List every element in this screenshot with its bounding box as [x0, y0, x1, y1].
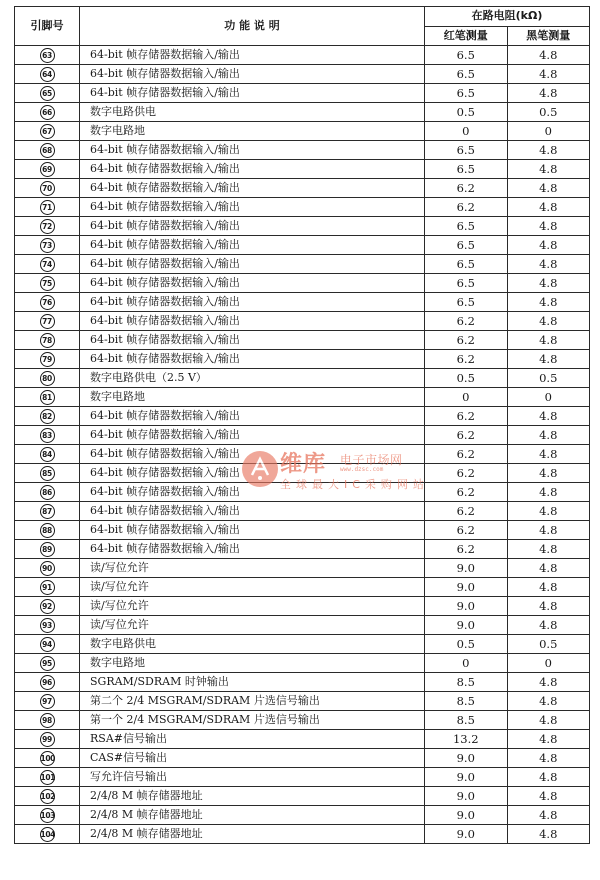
pin-number-cell: [15, 274, 80, 293]
red-probe-value: 6.5: [425, 160, 508, 179]
pin-number-cell: [15, 616, 80, 635]
pin-number-cell: [15, 122, 80, 141]
function-description: 第二个 2/4 MSGRAM/SDRAM 片选信号输出: [80, 692, 425, 711]
pin-number: 67: [40, 124, 55, 139]
red-probe-value: 9.0: [425, 559, 508, 578]
pin-number: 101: [40, 770, 55, 785]
function-description: 数字电路地: [80, 388, 425, 407]
table-row: [15, 46, 590, 65]
pin-number-cell: [15, 559, 80, 578]
table-row: [15, 540, 590, 559]
black-probe-value: 4.8: [507, 464, 590, 483]
pin-number: 98: [40, 713, 55, 728]
function-description: 64-bit 帧存储器数据输入/输出: [80, 483, 425, 502]
red-probe-value: 6.5: [425, 65, 508, 84]
black-probe-value: 4.8: [507, 293, 590, 312]
pin-number-cell: [15, 65, 80, 84]
pin-number-cell: [15, 521, 80, 540]
pin-number-cell: [15, 198, 80, 217]
pin-number: 63: [40, 48, 55, 63]
table-row: [15, 198, 590, 217]
pin-number-cell: [15, 597, 80, 616]
table-row: [15, 350, 590, 369]
red-probe-value: 8.5: [425, 673, 508, 692]
black-probe-value: 4.8: [507, 540, 590, 559]
pin-number: 86: [40, 485, 55, 500]
function-description: 64-bit 帧存储器数据输入/输出: [80, 84, 425, 103]
pin-number: 79: [40, 352, 55, 367]
pin-number-cell: [15, 103, 80, 122]
header-black-probe: 黑笔测量: [507, 26, 590, 46]
red-probe-value: 6.5: [425, 236, 508, 255]
pin-number: 76: [40, 295, 55, 310]
table-row: [15, 255, 590, 274]
pin-number: 84: [40, 447, 55, 462]
pin-number: 77: [40, 314, 55, 329]
function-description: 读/写位允许: [80, 597, 425, 616]
pin-number: 99: [40, 732, 55, 747]
red-probe-value: 6.2: [425, 540, 508, 559]
pin-number: 83: [40, 428, 55, 443]
red-probe-value: 6.2: [425, 350, 508, 369]
pin-number-cell: [15, 464, 80, 483]
table-row: [15, 768, 590, 787]
pin-number-cell: [15, 84, 80, 103]
table-row: [15, 597, 590, 616]
black-probe-value: 4.8: [507, 217, 590, 236]
pin-number: 74: [40, 257, 55, 272]
pin-number: 104: [40, 827, 55, 842]
function-description: 64-bit 帧存储器数据输入/输出: [80, 46, 425, 65]
table-row: [15, 787, 590, 806]
function-description: 64-bit 帧存储器数据输入/输出: [80, 255, 425, 274]
black-probe-value: 4.8: [507, 559, 590, 578]
pin-number-cell: [15, 445, 80, 464]
table-row: [15, 825, 590, 844]
black-probe-value: 4.8: [507, 141, 590, 160]
table-row: [15, 293, 590, 312]
pin-number-cell: [15, 293, 80, 312]
table-row: [15, 160, 590, 179]
function-description: RSA#信号输出: [80, 730, 425, 749]
red-probe-value: 0: [425, 388, 508, 407]
function-description: 64-bit 帧存储器数据输入/输出: [80, 141, 425, 160]
pin-number-cell: [15, 654, 80, 673]
pin-number-cell: [15, 255, 80, 274]
black-probe-value: 4.8: [507, 65, 590, 84]
table-row: [15, 483, 590, 502]
red-probe-value: 6.2: [425, 521, 508, 540]
function-description: 64-bit 帧存储器数据输入/输出: [80, 160, 425, 179]
function-description: 64-bit 帧存储器数据输入/输出: [80, 312, 425, 331]
black-probe-value: 4.8: [507, 521, 590, 540]
function-description: 64-bit 帧存储器数据输入/输出: [80, 179, 425, 198]
watermark-url: www.dzsc.com: [340, 466, 384, 473]
pin-number: 103: [40, 808, 55, 823]
function-description: 数字电路地: [80, 122, 425, 141]
header-row-1: [15, 7, 590, 27]
black-probe-value: 0: [507, 654, 590, 673]
function-description: 64-bit 帧存储器数据输入/输出: [80, 65, 425, 84]
table-row: [15, 445, 590, 464]
pin-number: 65: [40, 86, 55, 101]
pin-number: 94: [40, 637, 55, 652]
pin-number-cell: [15, 407, 80, 426]
pin-number: 102: [40, 789, 55, 804]
red-probe-value: 0.5: [425, 369, 508, 388]
pin-number: 75: [40, 276, 55, 291]
black-probe-value: 0: [507, 122, 590, 141]
red-probe-value: 8.5: [425, 711, 508, 730]
pin-number-cell: [15, 217, 80, 236]
function-description: 数字电路供电: [80, 635, 425, 654]
black-probe-value: 4.8: [507, 198, 590, 217]
function-description: 读/写位允许: [80, 559, 425, 578]
pin-number-cell: [15, 673, 80, 692]
black-probe-value: 4.8: [507, 160, 590, 179]
table-row: [15, 141, 590, 160]
function-description: 64-bit 帧存储器数据输入/输出: [80, 426, 425, 445]
table-row: [15, 521, 590, 540]
pin-number: 97: [40, 694, 55, 709]
pin-number-cell: [15, 141, 80, 160]
pin-resistance-table: [14, 6, 590, 844]
red-probe-value: 9.0: [425, 768, 508, 787]
pin-number-cell: [15, 806, 80, 825]
black-probe-value: 0.5: [507, 369, 590, 388]
pin-number: 80: [40, 371, 55, 386]
red-probe-value: 9.0: [425, 578, 508, 597]
pin-number-cell: [15, 502, 80, 521]
function-description: 数字电路供电（2.5 V）: [80, 369, 425, 388]
red-probe-value: 0.5: [425, 635, 508, 654]
table-row: [15, 578, 590, 597]
pin-number: 72: [40, 219, 55, 234]
red-probe-value: 6.5: [425, 274, 508, 293]
pin-number: 66: [40, 105, 55, 120]
function-description: 第一个 2/4 MSGRAM/SDRAM 片选信号输出: [80, 711, 425, 730]
red-probe-value: 6.5: [425, 46, 508, 65]
red-probe-value: 6.5: [425, 217, 508, 236]
red-probe-value: 6.2: [425, 198, 508, 217]
pin-number: 93: [40, 618, 55, 633]
function-description: 数字电路地: [80, 654, 425, 673]
function-description: 数字电路供电: [80, 103, 425, 122]
function-description: 2/4/8 M 帧存储器地址: [80, 806, 425, 825]
pin-number: 81: [40, 390, 55, 405]
table-row: [15, 749, 590, 768]
pin-number-cell: [15, 635, 80, 654]
pin-number: 64: [40, 67, 55, 82]
header-pin: 引脚号: [15, 7, 80, 46]
black-probe-value: 0.5: [507, 635, 590, 654]
table-row: [15, 312, 590, 331]
pin-number-cell: [15, 825, 80, 844]
pin-number-cell: [15, 331, 80, 350]
table-row: [15, 711, 590, 730]
red-probe-value: 6.2: [425, 502, 508, 521]
table-row: [15, 559, 590, 578]
pin-number: 68: [40, 143, 55, 158]
table-row: [15, 654, 590, 673]
pin-number-cell: [15, 312, 80, 331]
black-probe-value: 0.5: [507, 103, 590, 122]
function-description: 64-bit 帧存储器数据输入/输出: [80, 350, 425, 369]
function-description: 64-bit 帧存储器数据输入/输出: [80, 464, 425, 483]
header-red-probe: 红笔测量: [425, 26, 508, 46]
black-probe-value: 4.8: [507, 825, 590, 844]
pin-number-cell: [15, 483, 80, 502]
header-function: 功 能 说 明: [80, 7, 425, 46]
black-probe-value: 4.8: [507, 749, 590, 768]
black-probe-value: 4.8: [507, 597, 590, 616]
pin-number: 85: [40, 466, 55, 481]
table-row: [15, 806, 590, 825]
table-row: [15, 464, 590, 483]
red-probe-value: 6.2: [425, 312, 508, 331]
pin-number: 90: [40, 561, 55, 576]
pin-number: 89: [40, 542, 55, 557]
red-probe-value: 0.5: [425, 103, 508, 122]
pin-number-cell: [15, 730, 80, 749]
pin-number-cell: [15, 540, 80, 559]
red-probe-value: 6.5: [425, 84, 508, 103]
red-probe-value: 6.2: [425, 464, 508, 483]
red-probe-value: 6.2: [425, 331, 508, 350]
black-probe-value: 4.8: [507, 730, 590, 749]
pin-number: 82: [40, 409, 55, 424]
function-description: 64-bit 帧存储器数据输入/输出: [80, 445, 425, 464]
red-probe-value: 9.0: [425, 749, 508, 768]
pin-number: 71: [40, 200, 55, 215]
table-row: [15, 426, 590, 445]
pin-number-cell: [15, 749, 80, 768]
red-probe-value: 6.2: [425, 179, 508, 198]
table-body: [15, 46, 590, 844]
function-description: 写允许信号输出: [80, 768, 425, 787]
black-probe-value: 4.8: [507, 255, 590, 274]
function-description: SGRAM/SDRAM 时钟输出: [80, 673, 425, 692]
black-probe-value: 4.8: [507, 502, 590, 521]
function-description: 读/写位允许: [80, 578, 425, 597]
pin-number: 96: [40, 675, 55, 690]
header-resistance: 在路电阻(kΩ): [425, 7, 590, 27]
pin-number-cell: [15, 46, 80, 65]
pin-number: 100: [40, 751, 55, 766]
black-probe-value: 4.8: [507, 179, 590, 198]
black-probe-value: 4.8: [507, 426, 590, 445]
function-description: 64-bit 帧存储器数据输入/输出: [80, 236, 425, 255]
pin-number-cell: [15, 692, 80, 711]
black-probe-value: 4.8: [507, 312, 590, 331]
pin-number-cell: [15, 369, 80, 388]
red-probe-value: 8.5: [425, 692, 508, 711]
function-description: CAS#信号输出: [80, 749, 425, 768]
function-description: 64-bit 帧存储器数据输入/输出: [80, 331, 425, 350]
function-description: 64-bit 帧存储器数据输入/输出: [80, 217, 425, 236]
table-row: [15, 730, 590, 749]
table-row: [15, 84, 590, 103]
pin-number-cell: [15, 787, 80, 806]
table-row: [15, 122, 590, 141]
table-row: [15, 103, 590, 122]
pin-number-cell: [15, 578, 80, 597]
table-row: [15, 502, 590, 521]
red-probe-value: 0: [425, 654, 508, 673]
pin-number-cell: [15, 426, 80, 445]
pin-number-cell: [15, 711, 80, 730]
table-row: [15, 692, 590, 711]
black-probe-value: 4.8: [507, 46, 590, 65]
function-description: 64-bit 帧存储器数据输入/输出: [80, 502, 425, 521]
pin-number: 87: [40, 504, 55, 519]
red-probe-value: 9.0: [425, 597, 508, 616]
table-row: [15, 673, 590, 692]
pin-number: 78: [40, 333, 55, 348]
pin-table-sheet: [14, 6, 590, 844]
red-probe-value: 6.5: [425, 141, 508, 160]
function-description: 2/4/8 M 帧存储器地址: [80, 825, 425, 844]
pin-number: 95: [40, 656, 55, 671]
pin-number: 69: [40, 162, 55, 177]
pin-number: 73: [40, 238, 55, 253]
pin-number: 92: [40, 599, 55, 614]
function-description: 64-bit 帧存储器数据输入/输出: [80, 407, 425, 426]
pin-number: 70: [40, 181, 55, 196]
red-probe-value: 6.2: [425, 407, 508, 426]
pin-number-cell: [15, 179, 80, 198]
pin-number: 88: [40, 523, 55, 538]
table-row: [15, 236, 590, 255]
black-probe-value: 4.8: [507, 274, 590, 293]
black-probe-value: 4.8: [507, 445, 590, 464]
black-probe-value: 4.8: [507, 578, 590, 597]
black-probe-value: 4.8: [507, 331, 590, 350]
function-description: 64-bit 帧存储器数据输入/输出: [80, 540, 425, 559]
black-probe-value: 4.8: [507, 236, 590, 255]
black-probe-value: 4.8: [507, 84, 590, 103]
black-probe-value: 4.8: [507, 692, 590, 711]
pin-number: 91: [40, 580, 55, 595]
red-probe-value: 9.0: [425, 806, 508, 825]
function-description: 64-bit 帧存储器数据输入/输出: [80, 521, 425, 540]
table-row: [15, 616, 590, 635]
function-description: 64-bit 帧存储器数据输入/输出: [80, 198, 425, 217]
table-row: [15, 65, 590, 84]
red-probe-value: 9.0: [425, 825, 508, 844]
table-header: [15, 7, 590, 46]
table-row: [15, 635, 590, 654]
pin-number-cell: [15, 388, 80, 407]
table-row: [15, 217, 590, 236]
table-row: [15, 274, 590, 293]
black-probe-value: 4.8: [507, 711, 590, 730]
black-probe-value: 4.8: [507, 673, 590, 692]
black-probe-value: 4.8: [507, 483, 590, 502]
pin-number-cell: [15, 160, 80, 179]
red-probe-value: 9.0: [425, 616, 508, 635]
red-probe-value: 6.5: [425, 293, 508, 312]
black-probe-value: 4.8: [507, 616, 590, 635]
function-description: 2/4/8 M 帧存储器地址: [80, 787, 425, 806]
function-description: 64-bit 帧存储器数据输入/输出: [80, 293, 425, 312]
table-row: [15, 331, 590, 350]
black-probe-value: 4.8: [507, 350, 590, 369]
table-row: [15, 407, 590, 426]
pin-number-cell: [15, 768, 80, 787]
black-probe-value: 4.8: [507, 806, 590, 825]
pin-number-cell: [15, 350, 80, 369]
black-probe-value: 4.8: [507, 407, 590, 426]
red-probe-value: 9.0: [425, 787, 508, 806]
watermark-slogan: 全球最大IC采购网站: [280, 478, 429, 491]
red-probe-value: 0: [425, 122, 508, 141]
red-probe-value: 6.5: [425, 255, 508, 274]
red-probe-value: 13.2: [425, 730, 508, 749]
black-probe-value: 4.8: [507, 768, 590, 787]
function-description: 64-bit 帧存储器数据输入/输出: [80, 274, 425, 293]
table-row: [15, 179, 590, 198]
red-probe-value: 6.2: [425, 426, 508, 445]
red-probe-value: 6.2: [425, 445, 508, 464]
pin-number-cell: [15, 236, 80, 255]
black-probe-value: 0: [507, 388, 590, 407]
table-row: [15, 369, 590, 388]
red-probe-value: 6.2: [425, 483, 508, 502]
table-row: [15, 388, 590, 407]
black-probe-value: 4.8: [507, 787, 590, 806]
watermark-brand: 维库: [280, 452, 327, 477]
function-description: 读/写位允许: [80, 616, 425, 635]
watermark-site: 电子市场网: [340, 453, 403, 467]
